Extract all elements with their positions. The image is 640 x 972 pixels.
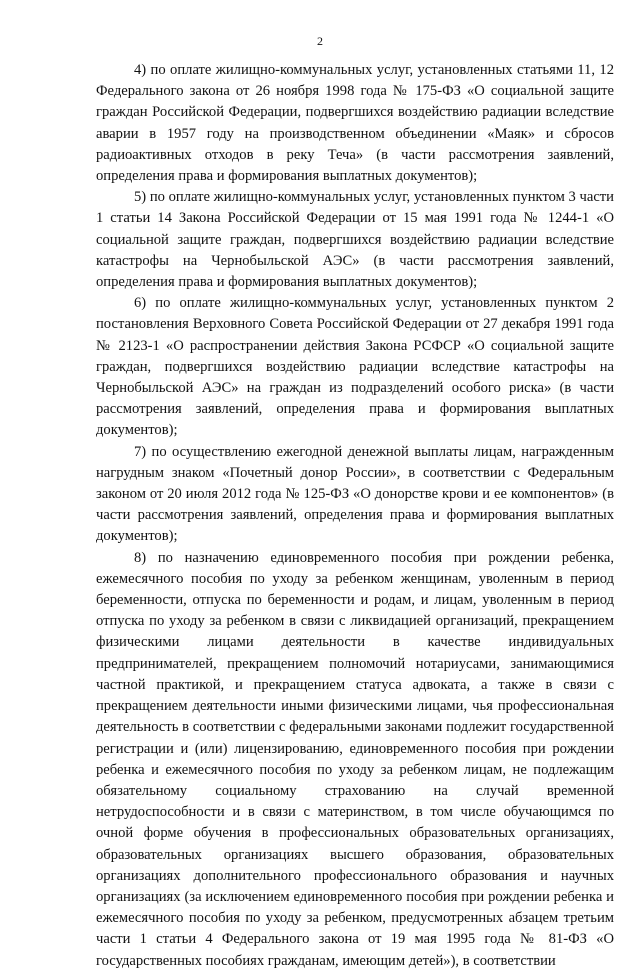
paragraph-item-5: 5) по оплате жилищно-коммунальных услуг, установленных пунктом 3 части 1 статьи 14 Закона Российской Федерации от 15 мая 1991 года № 1244-1 «О социальной защите граждан, подвергшихся воздействию радиации вследствие катастрофы на Чернобыльской АЭС» (в части рассмотрения заявлений, определения права и формирования выплатных документов); (96, 189, 614, 291)
paragraph-item-7: 7) по осуществлению ежегодной денежной выплаты лицам, награжденным нагрудным знаком «Почетный донор России», в соответствии с Федеральным законом от 20 июля 2012 года № 125-ФЗ «О донорстве крови и ее компонентов» (в части рассмотрения заявлений, определения права и формирования выплатных документов); (96, 443, 614, 545)
paragraph-item-4: 4) по оплате жилищно-коммунальных услуг, установленных статьями 11, 12 Федерального закона от 26 ноября 1998 года № 175-ФЗ «О социальной защите граждан Российской Федерации, подвергшихся воздействию радиации вследствие аварии в 1957 году на производственном объединении «Маяк» и сбросов радиоактивных отходов в реку Теча» (в части рассмотрения заявлений, определения права и формирования выплатных документов); (96, 62, 614, 185)
page-number: 2 (317, 34, 323, 48)
paragraph-item-8: 8) по назначению единовременного пособия при рождении ребенка, ежемесячного пособия по уходу за ребенком женщинам, уволенным в период беременности, отпуска по беременности и родам, и лицам, уволенным в период отпуска по уходу за ребенком в связи с ликвидацией организаций, прекращением физическими лицами деятельности в качестве индивидуальных предпринимателей, прекращением полномочий нотариусами, занимающимися частной практикой, и прекращением статуса адвоката, а также в связи с прекращением деятельности иными физическими лицами, чья профессиональная деятельность в соответствии с федеральными законами подлежит государственной регистрации и (или) лицензированию, единовременного пособия при рождении ребенка и ежемесячного пособия по уходу за ребенком лицам, не подлежащим обязательному социальному страхованию на случай временной нетрудоспособности и в связи с материнством, в том числе обучающимся по очной форме обучения в профессиональных образовательных организациях, образовательных организациях высшего образования, образовательных организациях дополнительного профессионального образования и научных организациях (за исключением единовременного пособия при рождении ребенка и ежемесячного пособия по уходу за ребенком, предусмотренных абзацем третьим части 1 статьи 4 Федерального закона от 19 мая 1995 года № 81-ФЗ «О государственных пособиях гражданам, имеющим детей»), в соответствии (96, 549, 614, 969)
paragraph-item-6: 6) по оплате жилищно-коммунальных услуг, установленных пунктом 2 постановления Верховного Совета Российской Федерации от 27 декабря 1991 года № 2123-1 «О распространении действия Закона РСФСР «О социальной защите граждан, подвергшихся воздействию радиации вследствие катастрофы на Чернобыльской АЭС» на граждан из подразделений особого риска» (в части рассмотрения заявлений, определения права и формирования выплатных документов); (96, 295, 614, 439)
document-body (96, 60, 614, 972)
